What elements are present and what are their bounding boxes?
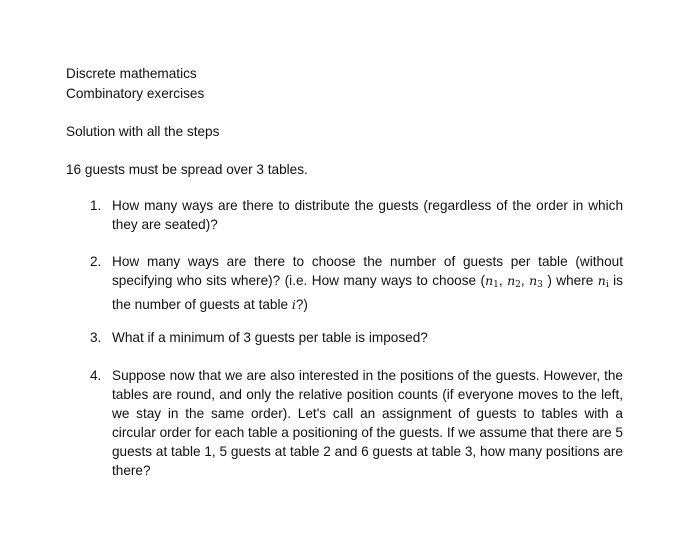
question-text: What if a minimum of 3 guests per table is imposed? [112,330,428,345]
question-number: 1. [90,198,102,213]
math-n2: $n_2$ [507,273,521,290]
question-number: 4. [90,368,102,383]
exercise-topic: Combinatory exercises [66,86,205,101]
problem-statement: 16 guests must be spread over 3 tables. [66,162,308,177]
question-number: 3. [90,330,102,345]
question-text: How many ways are there to choose the number of guests per table (without specifying who sits where)? (i.e. How many ways to choose ($n_1$, $n_2$, $n_3$ ) where $n_i$ is the number of guests at table i?) [112,254,623,312]
math-n3: $n_3$ [529,273,543,290]
math-i: i [291,297,296,312]
instruction-text: Solution with all the steps [66,124,220,139]
question-4 [90,366,623,480]
math-n1: $n_1$ [485,273,499,290]
question-2 [90,252,623,314]
course-title: Discrete mathematics [66,66,197,81]
question-1 [90,196,623,234]
question-number: 2. [90,254,102,269]
question-3 [90,328,623,347]
question-text: How many ways are there to distribute the guests (regardless of the order in which they are seated)? [112,198,623,232]
question-text: Suppose now that we are also interested in the positions of the guests. However, the tables are round, and only the relative position counts (if everyone moves to the left, we stay in the same order). Let's call an assignment of guests to tables with a circular order for each table a positioning of the guests. If we assume that there are 5 guests at table 1, 5 guests at table 2 and 6 guests at table 3, how many positions are there? [112,368,623,478]
math-ni: $n_i$ [597,273,609,290]
